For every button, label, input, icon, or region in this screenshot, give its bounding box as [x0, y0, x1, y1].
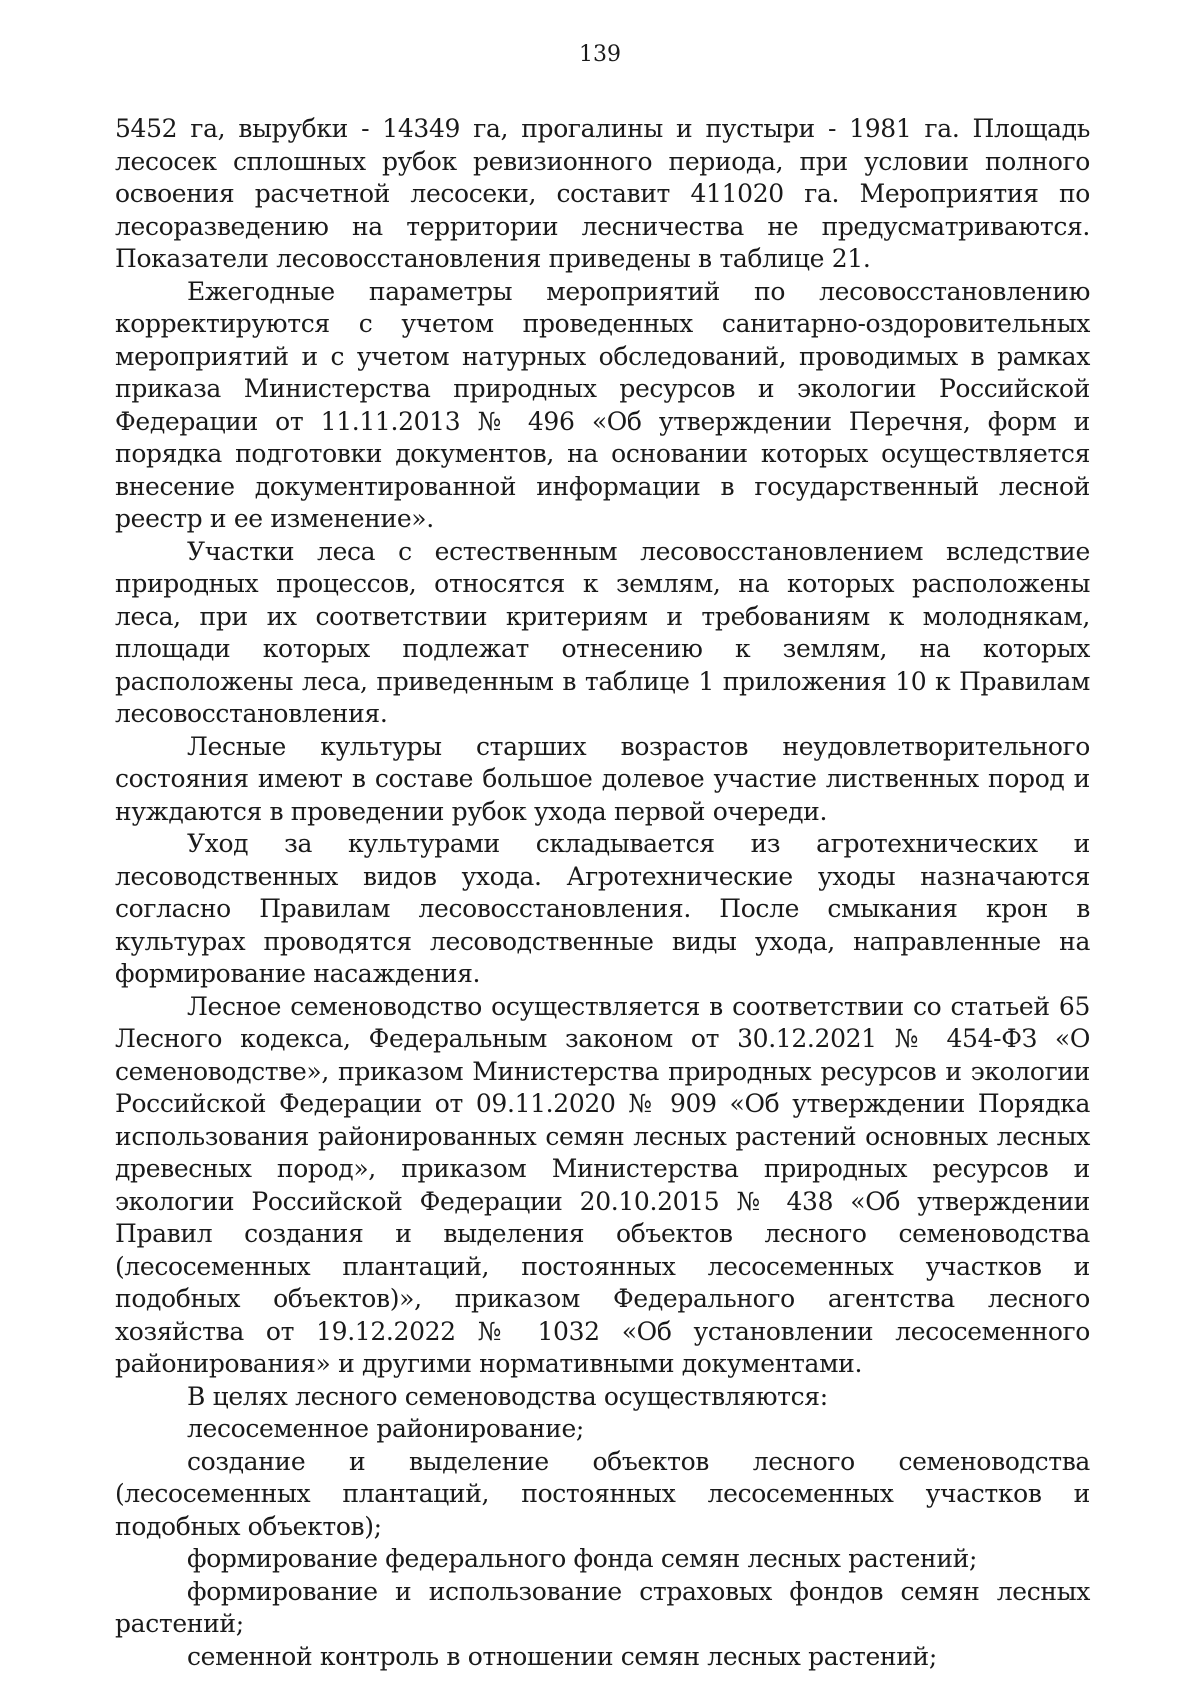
document-body [115, 113, 1090, 1673]
list-item-insurance-funds: формирование и использование страховых фондов семян лесных растений; [115, 1576, 1090, 1638]
paragraph-annual-parameters: Ежегодные параметры мероприятий по лесовосстановлению корректируются с учетом проведенных санитарно-оздоровительных мероприятий и с учетом натурных обследований, проводимых в рамках приказа Министерства природных ресурсов и экологии Российской Федерации от 11.11.2013 № 496 «Об утверждении Перечня, форм и порядка подготовки документов, на основании которых осуществляется внесение документированной информации в государственный лесной реестр и ее изменение». [115, 276, 1090, 533]
paragraph-natural-regeneration: Участки леса с естественным лесовосстановлением вследствие природных процессов, относятся к землям, на которых расположены леса, при их соответствии критериям и требованиям к молоднякам, площади которых подлежат отнесению к землям, на которых расположены леса, приведенным в таблице 1 приложения 10 к Правилам лесовосстановления. [115, 536, 1090, 728]
list-item-federal-fund: формирование федерального фонда семян лесных растений; [187, 1544, 978, 1573]
page-number: 139 [579, 42, 621, 67]
list-item-zoning: лесосеменное районирование; [187, 1414, 584, 1443]
paragraph-continuation: 5452 га, вырубки - 14349 га, прогалины и пустыри - 1981 га. Площадь лесосек сплошных рубок ревизионного периода, при условии полного освоения расчетной лесосеки, составит 411020 га. Мероприятия по лесоразведению на территории лесничества не предусматриваются. Показатели лесовосстановления приведены в таблице 21. [115, 114, 1090, 273]
paragraph-culture-care: Уход за культурами складывается из агротехнических и лесоводственных видов ухода. Агротехнические уходы назначаются согласно Правилам лесовосстановления. После смыкания крон в культурах проводятся лесоводственные виды ухода, направленные на формирование насаждения. [115, 829, 1090, 988]
paragraph-forest-cultures: Лесные культуры старших возрастов неудовлетворительного состояния имеют в составе большое долевое участие лиственных пород и нуждаются в проведении рубок ухода первой очереди. [115, 731, 1090, 826]
list-item-seed-objects: создание и выделение объектов лесного семеноводства (лесосеменных плантаций, постоянных лесосеменных участков и подобных объектов); [115, 1446, 1090, 1541]
list-item-seed-control: семенной контроль в отношении семян лесных растений; [187, 1641, 937, 1671]
paragraph-seed-production: Лесное семеноводство осуществляется в соответствии со статьей 65 Лесного кодекса, Федеральным законом от 30.12.2021 № 454-ФЗ «О семеноводстве», приказом Министерства природных ресурсов и экологии Российской Федерации от 09.11.2020 № 909 «Об утверждении Порядка использования районированных семян лесных растений основных лесных древесных пород», приказом Министерства природных ресурсов и экологии Российской Федерации 20.10.2015 № 438 «Об утверждении Правил создания и выделения объектов лесного семеноводства (лесосеменных плантаций, постоянных лесосеменных участков и подобных объектов)», приказом Федерального агентства лесного хозяйства от 19.12.2022 № 1032 «Об установлении лесосеменного районирования» и другими нормативными документами. [115, 991, 1090, 1378]
paragraph-seed-goals-intro: В целях лесного семеноводства осуществляются: [187, 1381, 828, 1411]
